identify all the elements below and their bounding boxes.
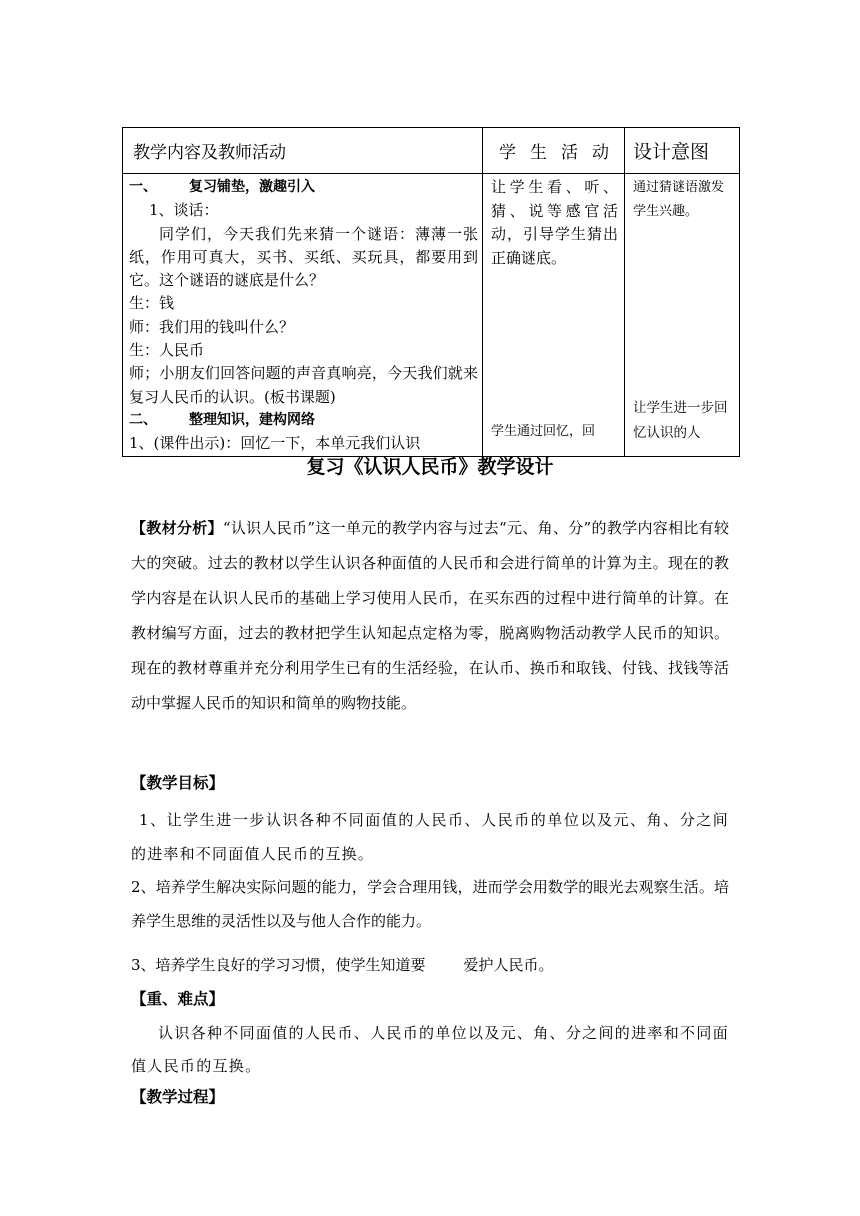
item-1-label: 1、谈话： [149,201,219,220]
analysis-body: “认识人民币”这一单元的教学内容与过去“元、角、分”的教学内容相比有较大的突破。过去的教材以学生认识各种面值的人民币和会进行简单的计算为主。现在的教学内容是在认识人民币的基础上学习使用人民币，在买东西的过程中进行简单的计算。在教材编写方面，过去的教材把学生认知起点定格为零，脱离购物活动教学人民币的知识。现在的教材尊重并充分利用学生已有的生活经验，在认币、换币和取钱、付钱、找钱等活动中掌握人民币的知识和简单的购物技能。 [131,519,729,712]
student-activity-text-2: 学生通过回忆，回 [491,423,596,439]
analysis-heading: 【教材分析】 [131,519,223,537]
table-row [123,174,740,457]
table-header-row [123,128,740,174]
section-2-heading: 二、 整理知识，建构网络 [129,411,315,428]
riddle-text: 同学们，今天我们先来猜一个谜语：薄薄一张纸，作用可真大，买书、买纸、买玩具，都要用到它。这个谜语的谜底是什么？ [129,224,478,290]
dialogue-line: 师；小朋友们回答问题的声音真响亮，今天我们就来复习人民币的认识。(板书课题) [129,364,478,406]
process-heading: 【教学过程】 [131,1088,225,1106]
design-intent-text-2: 让学生进一步回忆认识的人 [633,400,728,441]
teacher-activity-cell [123,174,483,457]
material-analysis [131,511,729,721]
goal-3: 3、培养学生良好的学习习惯，使学生知道要 爱护人民币。 [131,956,554,974]
item-2-text: 1、(课件出示)：回忆一下，本单元我们认识 [129,434,421,453]
header-design-intent: 设计意图 [625,128,740,174]
document-title: 复习《认识人民币》教学设计 [306,456,554,478]
student-activity-cell [483,174,625,457]
student-activity-text: 让学生看、听、猜、说等感官活动，引导学生猜出正确谜底。 [491,178,618,267]
design-intent-text: 通过猜谜语激发学生兴趣。 [633,180,725,219]
goals-heading: 【教学目标】 [131,774,225,792]
key-points-body: 认识各种不同面值的人民币、人民币的单位以及元、角、分之间的进率和不同面值人民币的互换。 [131,1024,729,1075]
header-student-activity: 学生活动 [483,128,625,174]
section-1-heading: 一、 复习铺垫，激趣引入 [129,179,315,195]
goal-1: 1、让学生进一步认识各种不同面值的人民币、人民币的单位以及元、角、分之间的进率和不同面值人民币的互换。 [131,811,729,863]
goal-2: 2、培养学生解决实际问题的能力，学会合理用钱，进而学会用数学的眼光去观察生活。培养学生思维的灵活性以及与他人合作的能力。 [131,878,729,930]
dialogue-line: 生：人民币 [129,341,205,360]
header-teacher-activity: 教学内容及教师活动 [123,128,483,174]
key-points-heading: 【重、难点】 [131,990,225,1008]
dialogue-line: 生：钱 [129,294,175,313]
dialogue-line: 师：我们用的钱叫什么？ [129,317,295,336]
design-intent-cell [625,174,740,457]
lesson-table [122,127,740,457]
